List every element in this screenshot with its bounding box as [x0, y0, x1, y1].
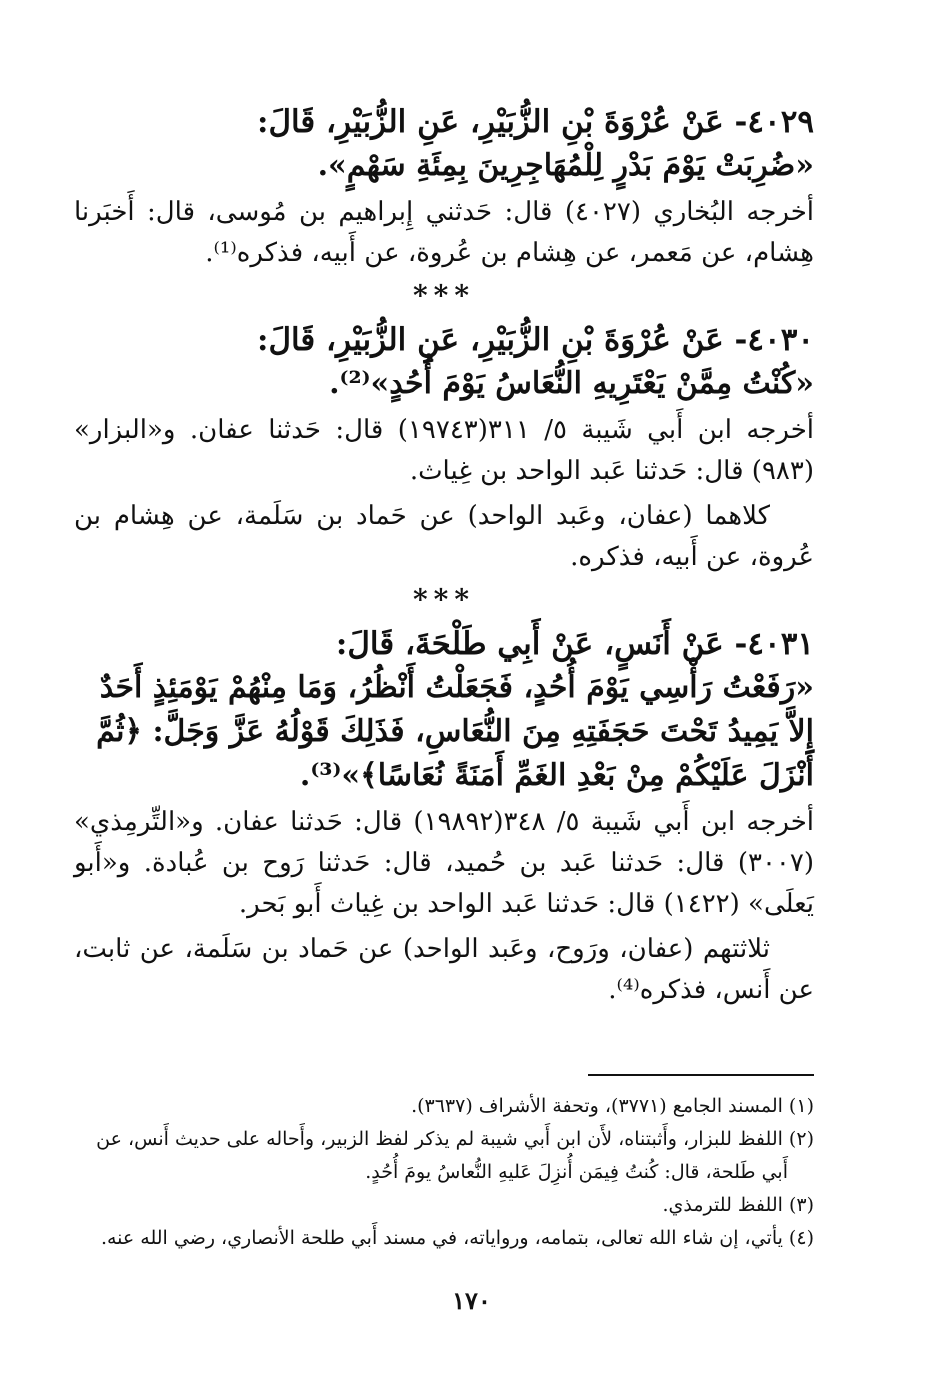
hadith-4030-header: ٤٠٣٠- عَنْ عُرْوَةَ بْنِ الزُّبَيْرِ، عَنِ الزُّبَيْرِ، قَالَ:	[257, 322, 814, 358]
hadith-4029-matn: «ضُرِبَتْ يَوْمَ بَدْرٍ لِلْمُهَاجِرِينَ بِمِئَةِ سَهْمٍ».	[317, 148, 814, 183]
hadith-4030-takhrij-summary: كلاهما (عفان، وعَبد الواحد) عن حَماد بن سَلَمة، عن هِشام بن عُروة، عن أَبيه، فذكره.	[74, 501, 814, 572]
separator-stars: ***	[413, 583, 475, 616]
hadith-4031-matn: «رَفَعْتُ رَأْسِي يَوْمَ أُحُدٍ، فَجَعَلْتُ أَنْظُرُ، وَمَا مِنْهُمْ يَوْمَئِذٍ أَحَدٌ إِلاَّ يَمِيدُ تَحْتَ حَجَفَتِهِ مِنَ النُّعَاسِ، فَذَلِكَ قَوْلُهُ عَزَّ وَجَلَّ: ﴿ثُمَّ أَنْزَلَ عَلَيْكُمْ مِنْ بَعْدِ الغَمِّ أَمَنَةً نُعَاسًا﴾»⁽³⁾.	[96, 670, 814, 793]
hadith-4029-header: ٤٠٢٩- عَنْ عُرْوَةَ بْنِ الزُّبَيْرِ، عَنِ الزُّبَيْرِ، قَالَ:	[257, 104, 814, 140]
hadith-4029-takhrij: أخرجه البُخاري (٤٠٢٧) قال: حَدثني إِبراهيم بن مُوسى، قال: أَخبَرنا هِشام، عن مَعمر، عن هِشام بن عُروة، عن أَبيه، فذكره⁽¹⁾.	[74, 197, 814, 268]
footnote-2: (٢) اللفظ للبزار، وأَثبتناه، لأَن ابن أَبي شيبة لم يذكر لفظ الزبير، وأَحاله على حديث أَنس، عن	[96, 1128, 814, 1150]
footnote-divider	[588, 1074, 814, 1076]
footnote-2-continuation: أَبي طَلحة، قال: كُنتُ فِيمَن أُنزِلَ عَليهِ النُّعاسُ يومَ أُحُدٍ.	[365, 1161, 788, 1183]
separator-stars: ***	[413, 279, 475, 312]
page-number: ١٧٠	[452, 1286, 491, 1315]
footnote-3: (٣) اللفظ للترمذي.	[662, 1194, 814, 1216]
footnote-4: (٤) يأتي، إن شاء الله تعالى، بتمامه، وروایاته، في مسند أَبي طلحة الأنصاري، رضي الله عنه.	[100, 1227, 814, 1249]
hadith-4030-takhrij: أخرجه ابن أَبي شَيبة ٥/ ٣١١(١٩٧٤٣) قال: حَدثنا عفان. و«البزار» (٩٨٣) قال: حَدثنا عَبد الواحد بن غِياث.	[74, 415, 815, 486]
hadith-4031-header: ٤٠٣١- عَنْ أَنَسٍ، عَنْ أَبِي طَلْحَةَ، قَالَ:	[335, 626, 814, 662]
footnote-1: (١) المسند الجامع (٣٧٧١)، وتحفة الأشراف (٣٦٣٧).	[411, 1095, 814, 1117]
hadith-4031-takhrij: أخرجه ابن أَبي شَيبة ٥/ ٣٤٨(١٩٨٩٢) قال: حَدثنا عفان. و«التِّرمِذي» (٣٠٠٧) قال: حَدثنا عَبد بن حُميد، قال: حَدثنا رَوح بن عُبادة. و«أَبو يَعلَى» (١٤٢٢) قال: حَدثنا عَبد الواحد بن غِياث أَبو بَحر.	[74, 807, 814, 919]
main-text	[74, 100, 814, 1011]
hadith-4031-takhrij-summary: ثلاثتهم (عفان، ورَوح، وعَبد الواحد) عن حَماد بن سَلَمة، عن ثابت، عن أَنس، فذكره⁽⁴⁾.	[74, 934, 814, 1005]
hadith-4030-matn: «كُنْتُ مِمَّنْ يَعْتَرِيهِ النُّعَاسُ يَوْمَ أُحُدٍ»⁽²⁾.	[329, 366, 814, 401]
footnotes	[74, 1090, 814, 1255]
